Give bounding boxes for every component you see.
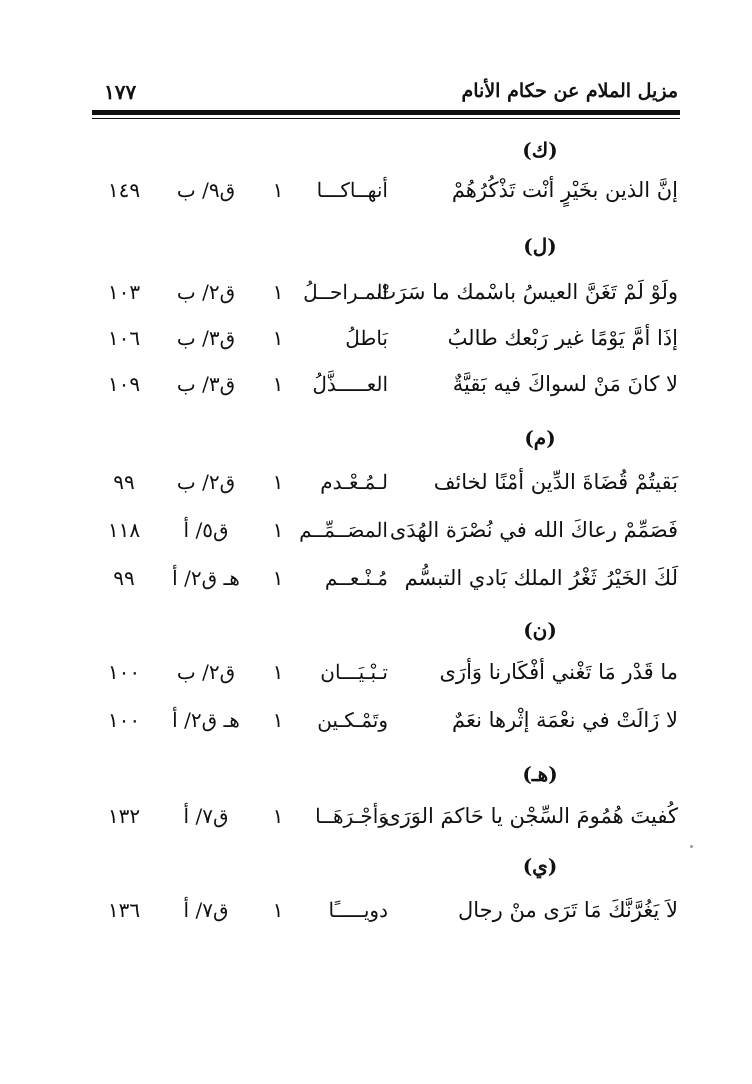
verse-count: ١	[272, 372, 284, 396]
page-ref: ١٠٠	[107, 660, 141, 684]
hemistich: ما قَدْر مَا تَغْني أفْكَارنا وَأرَى	[439, 660, 678, 684]
index-row	[96, 898, 678, 938]
rhyme-word: وتَمْـكـين	[317, 708, 388, 732]
rhyme-word: المـراحــلُ	[303, 280, 388, 304]
page-ref: ١٣٦	[107, 898, 141, 922]
index-row	[96, 708, 678, 748]
rhyme-word: المصَــمِّــم	[299, 518, 388, 542]
page-ref: ١١٨	[107, 518, 141, 542]
section-heading-mim: (م)	[524, 426, 556, 450]
verse-count: ١	[272, 518, 284, 542]
hemistich: لاَ يَغُرَّنَّكَ مَا تَرَى منْ رجال	[458, 898, 678, 922]
rhyme-word: وَأجْـرَهَــا	[315, 804, 388, 828]
page-ref: ٩٩	[113, 470, 135, 494]
verse-count: ١	[272, 898, 284, 922]
scan-speck	[690, 845, 693, 848]
manuscript-ref: ق٢/ ب	[176, 470, 236, 494]
header-rule	[92, 110, 680, 115]
index-row	[96, 804, 678, 844]
index-row	[96, 280, 678, 320]
book-title: مزيل الملام عن حكام الأنام	[461, 80, 678, 102]
section-heading-nun: (ن)	[523, 618, 557, 642]
running-header	[96, 78, 678, 112]
manuscript-ref: ق٧/ أ	[183, 898, 229, 922]
manuscript-ref: ق٣/ ب	[176, 372, 236, 396]
hemistich: فَصَمِّمْ رعاكَ الله في نُصْرَة الهُدَى	[389, 518, 678, 542]
manuscript-ref: ق٧/ أ	[183, 804, 229, 828]
rhyme-word: بَاطلُ	[345, 326, 388, 350]
section-heading-ya: (ي)	[522, 854, 558, 878]
hemistich: لا زَالَتْ في نعْمَة إثْرها نعَمٌ	[452, 708, 678, 732]
page-ref: ١٤٩	[107, 178, 141, 202]
section-heading-ha: (هـ)	[522, 762, 558, 786]
manuscript-ref: ق٢/ ب	[176, 660, 236, 684]
manuscript-ref: ق٣/ ب	[176, 326, 236, 350]
hemistich: إذَا أمَّ يَوْمًا غير رَبْعك طالبُ	[447, 326, 678, 350]
verse-count: ١	[272, 326, 284, 350]
rhyme-word: أنهــاكـــا	[316, 178, 388, 202]
manuscript-ref: هـ ق٢/ أ	[172, 566, 240, 590]
hemistich: لا كانَ مَنْ لسواكَ فيه بَقيَّةٌ	[452, 372, 678, 396]
page-ref: ١٠٩	[107, 372, 141, 396]
page-ref: ١٠٠	[107, 708, 141, 732]
section-heading-kaf: (ك)	[522, 138, 558, 162]
verse-count: ١	[272, 178, 284, 202]
manuscript-ref: ق٩/ ب	[176, 178, 236, 202]
rhyme-word: مُـنْـعــم	[324, 566, 388, 590]
manuscript-ref: ق٥/ أ	[183, 518, 229, 542]
page-ref: ١٣٢	[107, 804, 141, 828]
hemistich: لَكَ الخَيْرُ ثَغْرُ الملك بَادي التبسُّم	[404, 566, 678, 590]
hemistich: بَقيتُمْ قُضَاةَ الدِّين أمْنًا لخائف	[433, 470, 678, 494]
index-row	[96, 372, 678, 412]
page-number: ١٧٧	[104, 80, 137, 104]
hemistich: إنَّ الذين بخَيْرٍ أنْت تَذْكُرُهُمْ	[451, 178, 678, 202]
rhyme-word: تـبْـيَـــان	[320, 660, 388, 684]
verse-count: ١	[272, 804, 284, 828]
index-row	[96, 178, 678, 218]
manuscript-ref: هـ ق٢/ أ	[172, 708, 240, 732]
header-rule-thin	[92, 118, 680, 119]
index-row	[96, 566, 678, 606]
page-ref: ١٠٦	[107, 326, 141, 350]
hemistich: كُفيتَ هُمُومَ السِّجْن يا حَاكمَ الوَرَى	[384, 804, 678, 828]
rhyme-word: لـمُـعْـدم	[320, 470, 388, 494]
index-row	[96, 518, 678, 558]
page-ref: ٩٩	[113, 566, 135, 590]
index-row	[96, 660, 678, 700]
verse-count: ١	[272, 660, 284, 684]
verse-count: ١	[272, 708, 284, 732]
verse-count: ١	[272, 470, 284, 494]
section-heading-lam: (ل)	[523, 234, 557, 258]
verse-count: ١	[272, 280, 284, 304]
rhyme-word: دويـــــًا	[328, 898, 388, 922]
index-row	[96, 326, 678, 366]
index-row	[96, 470, 678, 510]
rhyme-word: العـــــذَّلُ	[312, 372, 388, 396]
hemistich: ولَوْ لَمْ تَغَنَّ العيسُ باسْمك ما سَرَتْ	[376, 280, 678, 304]
manuscript-ref: ق٢/ ب	[176, 280, 236, 304]
verse-count: ١	[272, 566, 284, 590]
page-ref: ١٠٣	[107, 280, 141, 304]
